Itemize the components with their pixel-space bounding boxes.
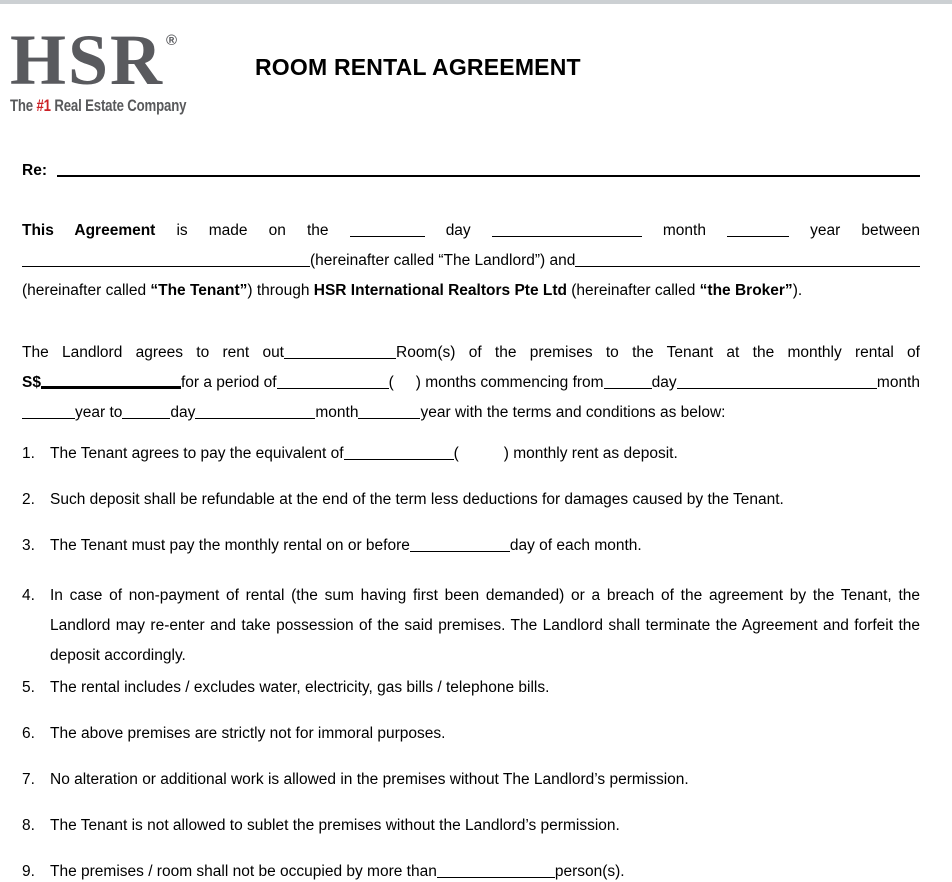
text-segment: The rental includes / excludes water, electricity, gas bills / telephone bills.	[50, 679, 550, 696]
text-segment: The Landlord agrees to rent out	[22, 344, 284, 361]
clause-row	[22, 677, 920, 698]
text-segment: is made on the	[155, 222, 350, 239]
clause-number: 7.	[22, 771, 35, 788]
tagline-number-one: #1	[36, 97, 51, 115]
hsr-logo	[10, 20, 230, 116]
clause-text	[50, 723, 920, 744]
clauses-list	[22, 443, 925, 882]
text-segment: year to	[75, 404, 123, 421]
fill-in-blank	[727, 232, 789, 237]
fill-in-blank	[492, 232, 642, 237]
text-segment: The premises / room shall not be occupied by more than	[50, 863, 437, 880]
text-segment: day	[424, 222, 492, 239]
rental-terms-paragraph	[22, 338, 920, 428]
document-header	[10, 20, 920, 134]
rental-line-3	[22, 398, 920, 428]
fill-in-blank	[604, 384, 652, 389]
fill-in-blank	[358, 414, 420, 419]
clause-text	[50, 535, 920, 556]
rental-line-2	[22, 368, 920, 398]
fill-in-blank	[350, 232, 425, 237]
text-segment: The above premises are strictly not for immoral purposes.	[50, 725, 446, 742]
clause-number: 3.	[22, 537, 35, 554]
text-segment: (hereinafter called	[566, 282, 700, 299]
clause-text	[50, 815, 920, 836]
intro-line-1	[22, 216, 920, 246]
fill-in-blank	[437, 873, 555, 878]
window-top-strip	[0, 0, 952, 4]
text-segment: This Agreement	[22, 222, 156, 239]
text-segment: (hereinafter called	[22, 282, 151, 299]
clause-number: 2.	[22, 491, 35, 508]
clause-text	[50, 581, 925, 671]
text-segment: In case of non-payment of rental (the sum having first been demanded) or a breach of the agreement by the Tenant, the Landlord may re-enter and take possession of the said premises. The Landlord shall terminate the Agreement and forfeit the deposit accordingly.	[50, 587, 925, 664]
clause-row	[22, 489, 920, 510]
fill-in-blank	[41, 382, 181, 389]
fill-in-blank	[575, 262, 920, 267]
text-segment: (	[388, 374, 394, 391]
rental-line-1	[22, 338, 920, 368]
re-line	[22, 160, 920, 182]
hsr-logo-text: HSR	[10, 20, 165, 100]
intro-line-2	[22, 246, 920, 276]
text-segment: Such deposit shall be refundable at the end of the term less deductions for damages caused by the Tenant.	[50, 491, 784, 508]
text-segment: (	[453, 445, 459, 462]
clause-number: 4.	[22, 587, 35, 604]
clause-row	[22, 581, 925, 671]
text-segment: (hereinafter called “The Landlord”) and	[310, 252, 576, 269]
re-fill-in-blank	[57, 171, 920, 177]
clause-row	[22, 535, 920, 556]
text-segment: S$	[22, 374, 41, 391]
re-label: Re:	[22, 162, 47, 179]
fill-in-blank	[122, 414, 170, 419]
tagline-post: Real Estate Company	[50, 97, 187, 115]
text-segment: day	[170, 404, 196, 421]
text-segment: The Tenant agrees to pay the equivalent of	[50, 445, 344, 462]
clause-text	[50, 861, 920, 882]
fill-in-blank	[677, 384, 877, 389]
text-segment: year with the terms and conditions as below:	[420, 404, 726, 421]
text-segment: ) through	[247, 282, 314, 299]
fill-in-blank	[284, 354, 396, 359]
clause-text	[50, 443, 920, 464]
page-title: ROOM RENTAL AGREEMENT	[255, 54, 581, 80]
hsr-logo-tagline	[10, 97, 186, 116]
clause-text	[50, 769, 920, 790]
fill-in-blank	[22, 414, 75, 419]
intro-line-3	[22, 276, 920, 306]
text-segment: HSR International Realtors Pte Ltd	[313, 282, 567, 299]
clause-row	[22, 443, 920, 464]
text-segment: ) monthly rent as deposit.	[503, 445, 678, 462]
agreement-intro-paragraph	[22, 216, 920, 306]
fill-in-blank	[344, 455, 454, 460]
text-segment: person(s).	[554, 863, 625, 880]
clause-row	[22, 861, 920, 882]
clause-row	[22, 723, 920, 744]
clause-text	[50, 489, 920, 510]
registered-trademark-icon: ®	[166, 32, 178, 49]
text-segment: ) months commencing from	[415, 374, 604, 391]
text-segment: month	[876, 374, 920, 391]
clause-number: 1.	[22, 445, 35, 462]
text-segment: No alteration or additional work is allowed in the premises without The Landlord’s permission.	[50, 771, 689, 788]
document-body	[0, 20, 952, 882]
text-segment: “The Tenant”	[150, 282, 248, 299]
text-segment: month	[315, 404, 359, 421]
text-segment: month	[641, 222, 728, 239]
text-segment: day	[651, 374, 677, 391]
fill-in-blank	[410, 547, 510, 552]
text-segment: day of each month.	[509, 537, 642, 554]
text-segment: year between	[789, 222, 921, 239]
clause-row	[22, 815, 920, 836]
clause-number: 5.	[22, 679, 35, 696]
fill-in-blank	[277, 384, 389, 389]
clause-number: 9.	[22, 863, 35, 880]
fill-in-blank	[22, 262, 310, 267]
clause-number: 8.	[22, 817, 35, 834]
text-segment: ).	[792, 282, 803, 299]
clause-row	[22, 769, 920, 790]
text-segment: The Tenant is not allowed to sublet the premises without the Landlord’s permission.	[50, 817, 620, 834]
text-segment: The Tenant must pay the monthly rental on or before	[50, 537, 410, 554]
text-segment: “the Broker”	[699, 282, 793, 299]
fill-in-blank	[195, 414, 315, 419]
text-segment: for a period of	[180, 374, 277, 391]
hsr-logo-wordmark	[10, 20, 230, 100]
text-segment: Room(s) of the premises to the Tenant at the monthly rental of	[396, 344, 920, 361]
tagline-pre: The	[10, 97, 37, 115]
clause-text	[50, 677, 920, 698]
clause-number: 6.	[22, 725, 35, 742]
